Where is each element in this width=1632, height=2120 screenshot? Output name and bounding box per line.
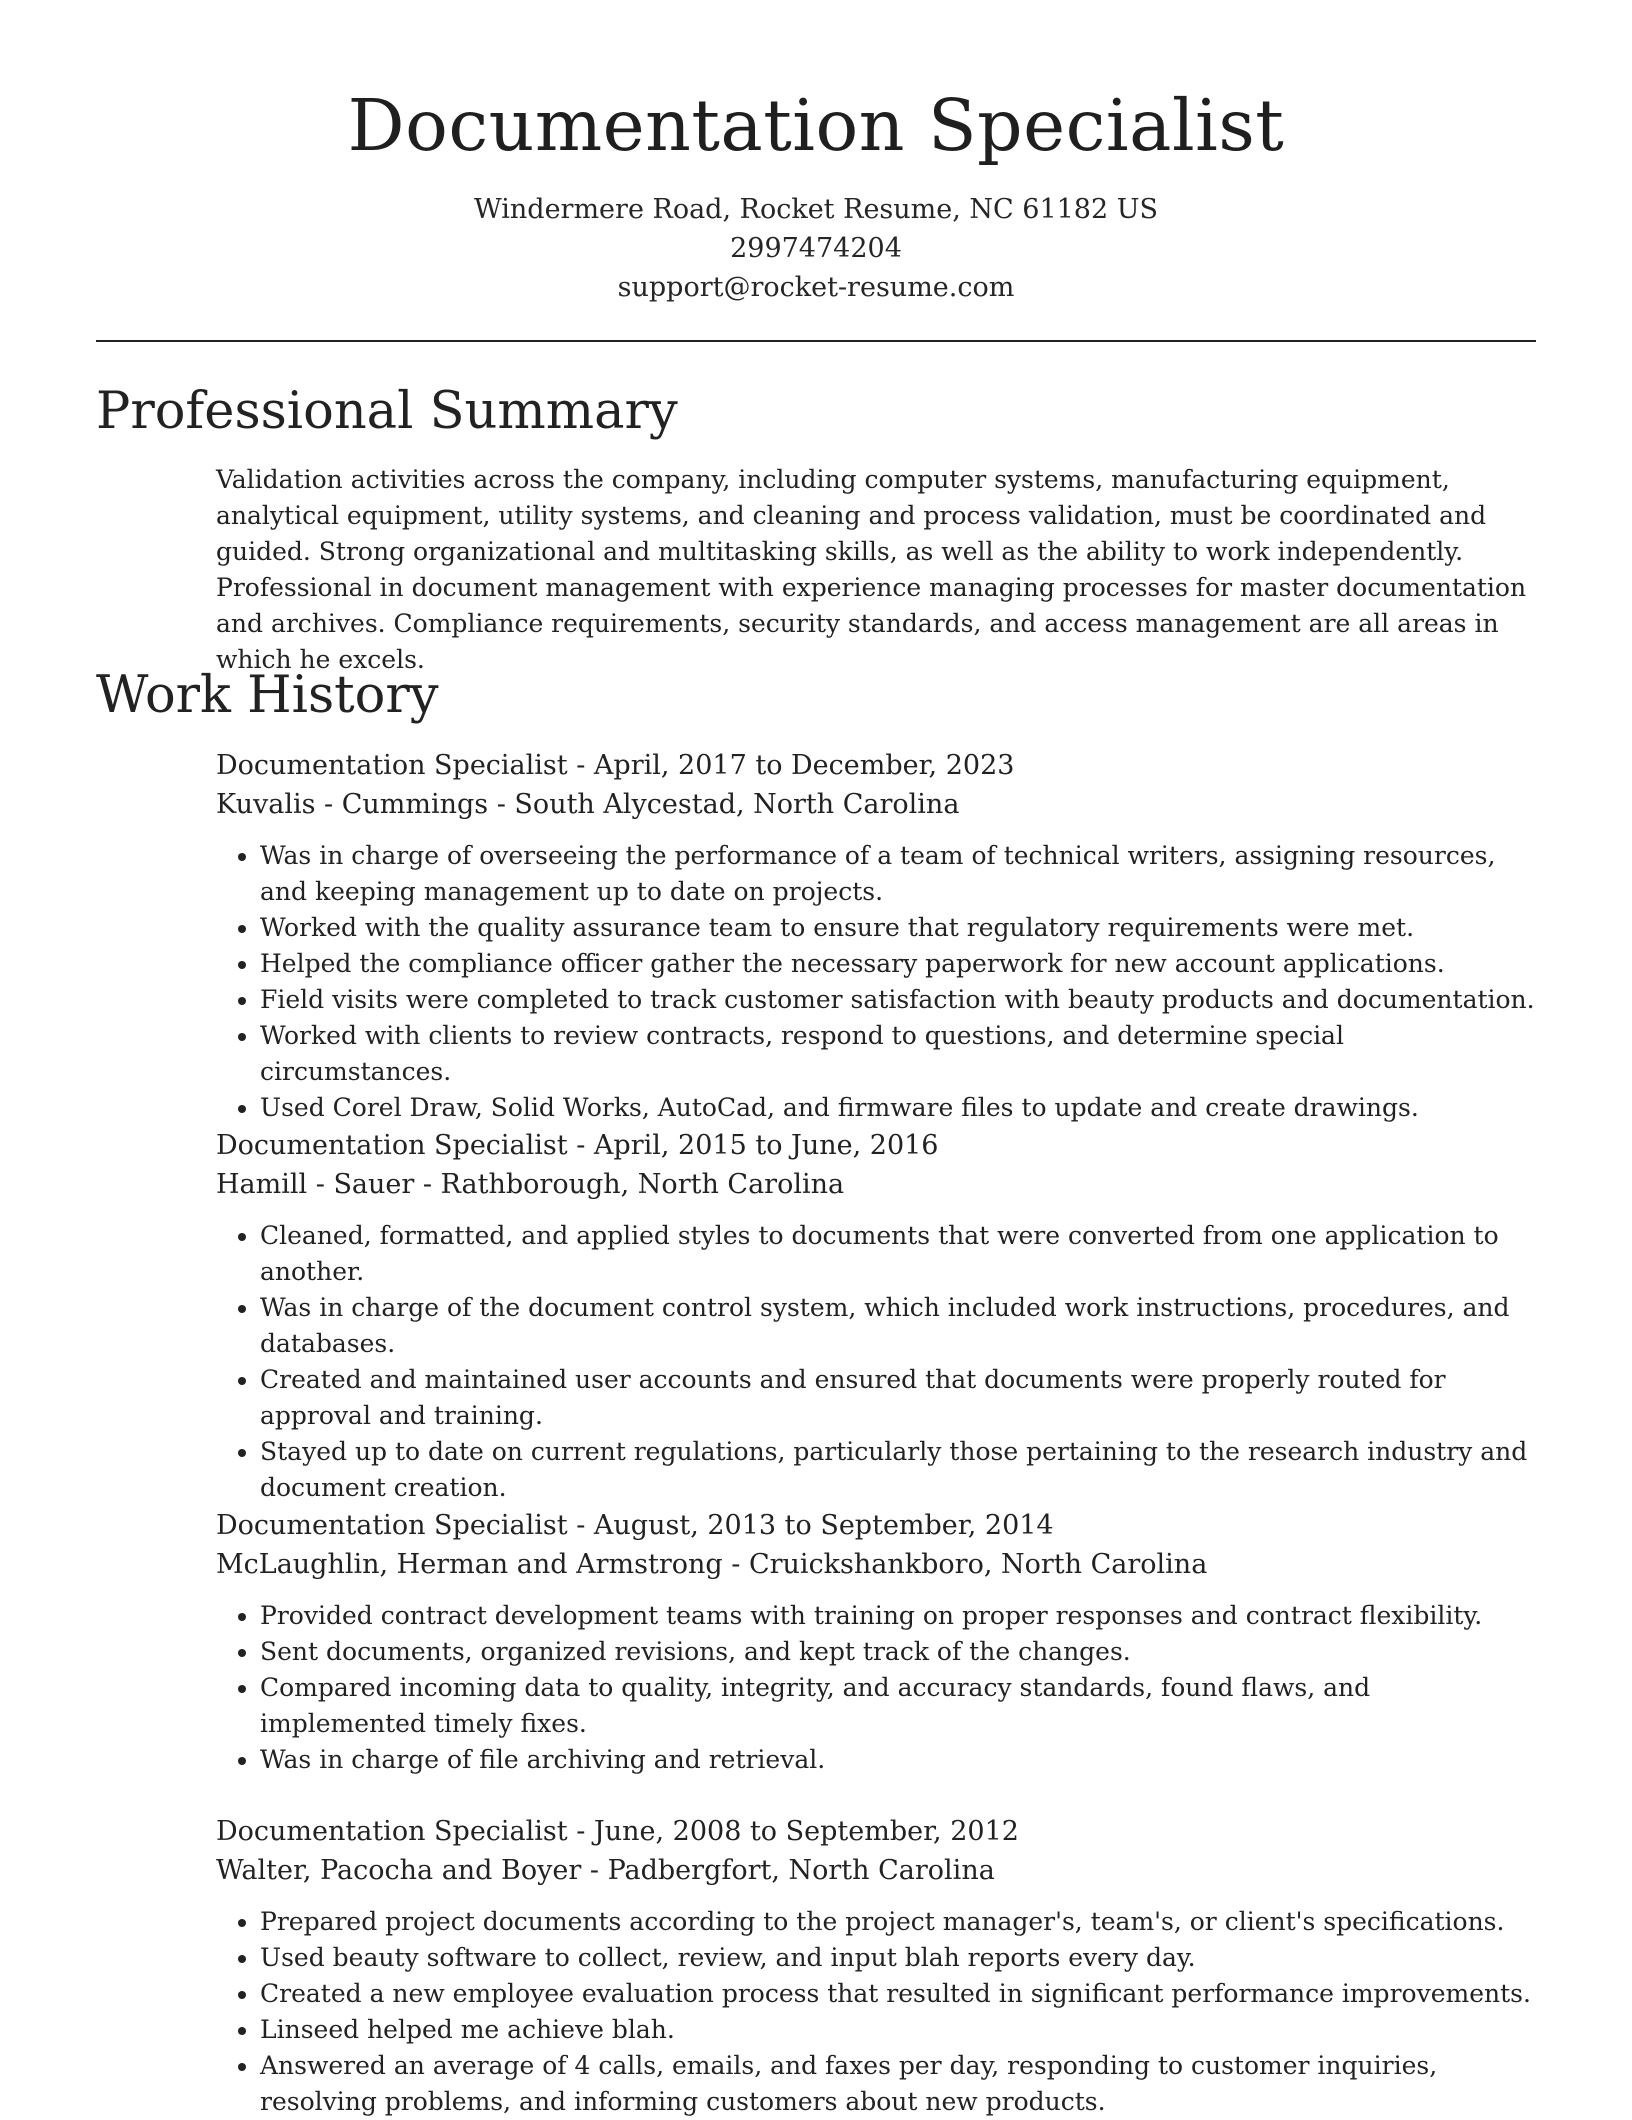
work-history-heading: Work History [96,666,439,725]
job-bullet-list [216,1218,1541,1506]
list-item: • Field visits were completed to track customer satisfaction with beauty products and documentation. [260,982,1541,1018]
list-item: • Created and maintained user accounts and ensured that documents were properly routed for approval and training. [260,1362,1541,1434]
job-company-line: Kuvalis - Cummings - South Alycestad, North Carolina [216,789,960,820]
list-item: • Answered an average of 4 calls, emails, and faxes per day, responding to customer inquiries, resolving problems, and informing customers about new products. [260,2048,1541,2120]
job-company-line: McLaughlin, Herman and Armstrong - Cruickshankboro, North Carolina [216,1549,1208,1580]
job-title-line: Documentation Specialist - April, 2017 to December, 2023 [216,750,1015,781]
list-item: • Was in charge of overseeing the performance of a team of technical writers, assigning resources, and keeping management up to date on projects. [260,838,1541,910]
header-divider [96,340,1536,342]
job-bullet-list [216,838,1541,1126]
resume-header [0,76,1632,307]
list-item: • Helped the compliance officer gather the necessary paperwork for new account applications. [260,946,1541,982]
summary-text: Validation activities across the company, including computer systems, manufacturing equipment, analytical equipment, utility systems, and cleaning and process validation, must be coordinated and guided. Strong organizational and multitasking skills, as well as the ability to work independently. Professional in document management with experience managing processes for master documentation and archives. Compliance requirements, security standards, and access management are all areas in which he excels. [216,465,1527,674]
contact-address: Windermere Road, Rocket Resume, NC 61182 US [473,194,1159,225]
list-item: • Was in charge of file archiving and retrieval. [260,1742,1541,1778]
contact-phone: 2997474204 [730,233,902,264]
list-item: • Stayed up to date on current regulations, particularly those pertaining to the research industry and document creation. [260,1434,1541,1506]
summary-heading: Professional Summary [96,382,678,441]
job-entry [216,1126,1541,1506]
list-item: • Worked with the quality assurance team to ensure that regulatory requirements were met. [260,910,1541,946]
list-item: • Compared incoming data to quality, integrity, and accuracy standards, found flaws, and implemented timely fixes. [260,1670,1541,1742]
list-item: • Linseed helped me achieve blah. [260,2012,1541,2048]
list-item: • Worked with clients to review contracts, respond to questions, and determine special circumstances. [260,1018,1541,1090]
resume-name: Documentation Specialist [347,84,1285,167]
list-item: • Sent documents, organized revisions, and kept track of the changes. [260,1634,1541,1670]
contact-email: support@rocket-resume.com [617,272,1015,303]
job-title-line: Documentation Specialist - April, 2015 to June, 2016 [216,1130,939,1161]
job-bullet-list [216,1598,1541,1778]
list-item: • Prepared project documents according to the project manager's, team's, or client's specifications. [260,1904,1541,1940]
job-entry [216,1506,1541,1778]
job-title-line: Documentation Specialist - August, 2013 to September, 2014 [216,1510,1054,1541]
list-item: • Provided contract development teams with training on proper responses and contract flexibility. [260,1598,1541,1634]
list-item: • Created a new employee evaluation process that resulted in significant performance improvements. [260,1976,1541,2012]
job-entry [216,1812,1541,2120]
contact-block [0,190,1632,307]
job-company-line: Hamill - Sauer - Rathborough, North Carolina [216,1169,845,1200]
job-bullet-list [216,1904,1541,2120]
job-company-line: Walter, Pacocha and Boyer - Padbergfort, North Carolina [216,1855,995,1886]
list-item: • Used beauty software to collect, review, and input blah reports every day. [260,1940,1541,1976]
list-item: • Cleaned, formatted, and applied styles to documents that were converted from one application to another. [260,1218,1541,1290]
list-item: • Was in charge of the document control system, which included work instructions, procedures, and databases. [260,1290,1541,1362]
list-item: • Used Corel Draw, Solid Works, AutoCad, and firmware files to update and create drawings. [260,1090,1541,1126]
job-entry [216,746,1541,1126]
job-title-line: Documentation Specialist - June, 2008 to September, 2012 [216,1816,1019,1847]
